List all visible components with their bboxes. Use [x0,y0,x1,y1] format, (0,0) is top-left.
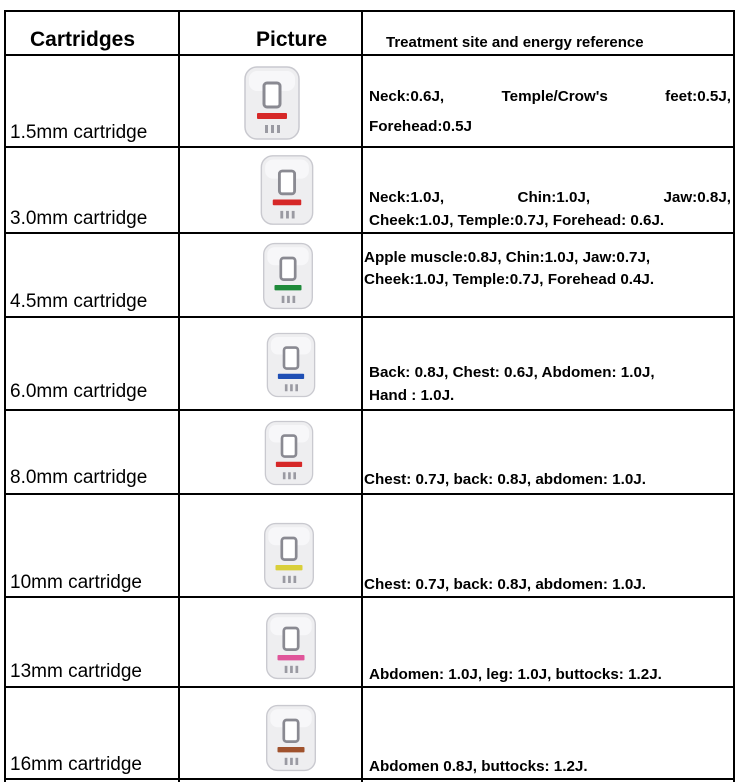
cartridge-name: 16mm cartridge [10,754,142,775]
cartridge-icon [253,240,323,312]
table-border [4,10,735,12]
row-divider [4,778,735,780]
reference-line: Cheek:1.0J, Temple:0.7J, Forehead: 0.6J. [369,212,665,229]
cartridge-icon [256,610,326,682]
reference-line: Chest: 0.7J, back: 0.8J, abdomen: 1.0J. [364,576,646,593]
reference-line: Cheek:1.0J, Temple:0.7J, Forehead 0.4J. [364,271,655,288]
cartridge-name: 13mm cartridge [10,661,142,682]
table-border [4,10,6,782]
header-picture: Picture [256,28,328,51]
treatment-reference [369,361,731,407]
reference-line: Neck:1.0J, Chin:1.0J, Jaw:0.8J, [369,189,731,206]
row-divider [4,316,735,318]
row-divider [4,686,735,688]
cartridge-icon [256,330,326,400]
reference-line: Chest: 0.7J, back: 0.8J, abdomen: 1.0J. [364,471,646,488]
cartridge-name: 4.5mm cartridge [10,291,148,312]
header-reference: Treatment site and energy reference [386,34,644,51]
row-divider [4,596,735,598]
reference-line: Back: 0.8J, Chest: 0.6J, Abdomen: 1.0J, [369,364,655,381]
cartridge-name: 10mm cartridge [10,572,142,593]
cartridge-name: 3.0mm cartridge [10,208,148,229]
row-divider [4,232,735,234]
cartridge-icon [256,702,326,774]
cartridge-icon [237,63,307,143]
column-divider [361,10,363,782]
treatment-reference [369,82,731,142]
treatment-reference [364,468,730,491]
treatment-reference [364,573,730,596]
treatment-reference [364,247,730,291]
cartridge-name: 8.0mm cartridge [10,467,148,488]
cartridge-icon [252,152,322,228]
cartridge-icon [254,520,324,592]
cartridge-icon [254,418,324,488]
table-border [733,10,735,782]
reference-line: Apple muscle:0.8J, Chin:1.0J, Jaw:0.7J, [364,249,651,266]
treatment-reference [369,186,731,232]
row-divider [4,409,735,411]
row-divider [4,493,735,495]
reference-line: Hand : 1.0J. [369,387,455,404]
row-divider [4,54,735,56]
header-cartridges: Cartridges [30,28,136,51]
reference-line: Abdomen 0.8J, buttocks: 1.2J. [369,758,588,775]
reference-line: Abdomen: 1.0J, leg: 1.0J, buttocks: 1.2J. [369,666,662,683]
treatment-reference [369,755,731,778]
reference-line: Forehead:0.5J [369,118,472,135]
row-divider [4,146,735,148]
column-divider [178,10,180,782]
reference-line: Neck:0.6J, Temple/Crow's feet:0.5J, [369,88,731,105]
cartridge-name: 6.0mm cartridge [10,381,148,402]
cartridge-name: 1.5mm cartridge [10,122,148,143]
treatment-reference [369,663,731,686]
